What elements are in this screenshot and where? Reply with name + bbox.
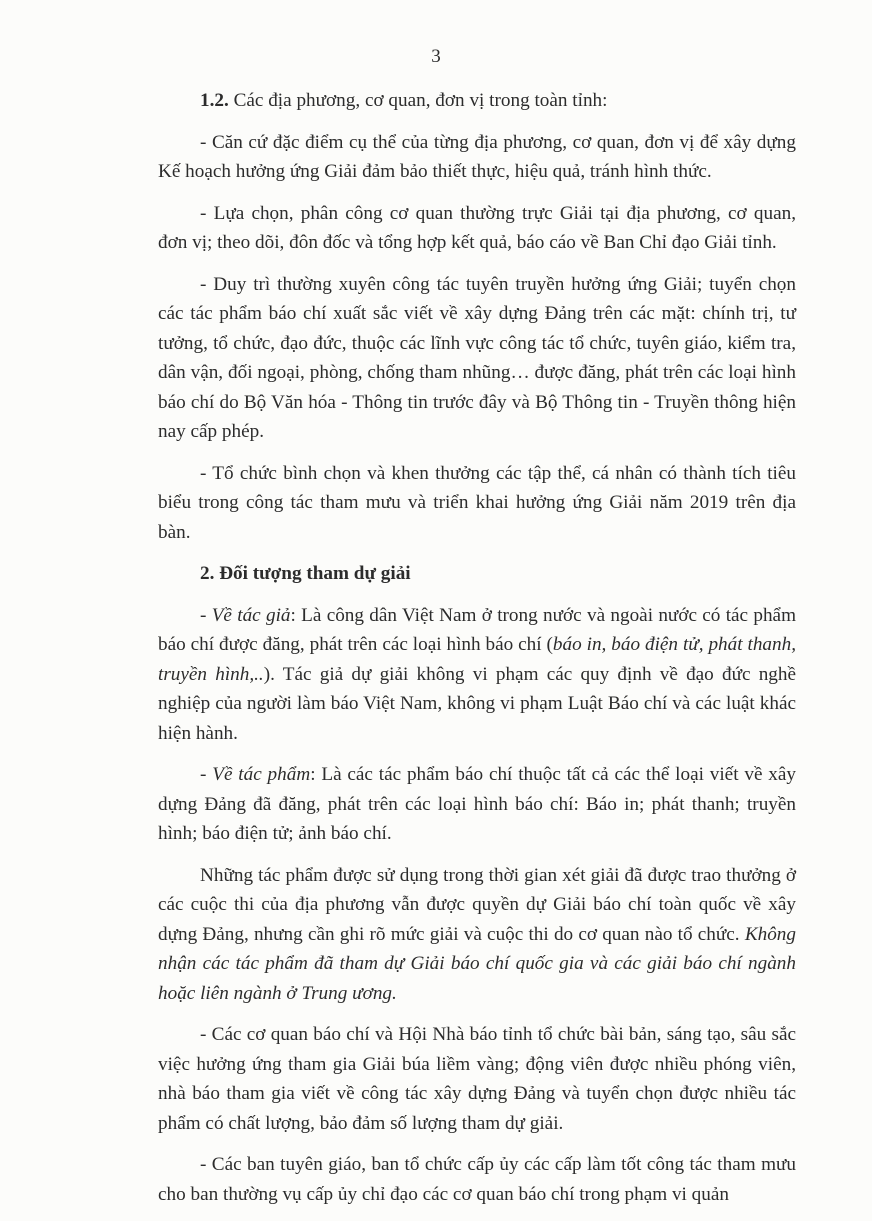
section-1-2-title: Các địa phương, cơ quan, đơn vị trong toàn tỉnh: [228,90,608,111]
section-1-2-heading [158,86,796,116]
note-italic: Không nhận các tác phẩm đã tham dự Giải báo chí quốc gia và các giải báo chí ngành hoặc liên ngành ở Trung ương. [158,923,796,1004]
section-2-item-2: - Các ban tuyên giáo, ban tổ chức cấp ủy các cấp làm tốt công tác tham mưu cho ban thường vụ cấp ủy chỉ đạo các cơ quan báo chí trong phạm vi quản [158,1154,796,1205]
author-media-list: báo in, báo điện tử, phát thanh, truyền hình,.. [158,634,797,685]
work-label: Về tác phẩm [212,764,311,785]
document-body [158,86,796,1221]
section-1-2-item-3: - Duy trì thường xuyên công tác tuyên truyền hưởng ứng Giải; tuyển chọn các tác phẩm báo chí xuất sắc viết về xây dựng Đảng trên các mặt: chính trị, tư tưởng, tổ chức, đạo đức, thuộc các lĩnh vực công tác tổ chức, tuyên giáo, kiểm tra, dân vận, đối ngoại, phòng, chống tham nhũng… được đăng, phát trên các loại hình báo chí do Bộ Văn hóa - Thông tin trước đây và Bộ Thông tin - Truyền thông hiện nay cấp phép. [158,273,796,442]
section-1-2-item-2: - Lựa chọn, phân công cơ quan thường trực Giải tại địa phương, cơ quan, đơn vị; theo dõi, đôn đốc và tổng hợp kết quả, báo cáo về Ban Chỉ đạo Giải tỉnh. [158,202,796,253]
work-prefix: - [200,764,213,785]
note-text: Những tác phẩm được sử dụng trong thời gian xét giải đã được trao thưởng ở các cuộc thi của địa phương vẫn được quyền dự Giải báo chí toàn quốc về xây dựng Đảng, nhưng cần ghi rõ mức giải và cuộc thi do cơ quan nào tổ chức. [158,864,796,945]
author-paragraph [158,601,796,749]
work-text: : Là các tác phẩm báo chí thuộc tất cả các thể loại viết về xây dựng Đảng đã đăng, phát trên các loại hình báo chí: Báo in; phát thanh; truyền hình; báo điện tử; ảnh báo chí. [158,764,796,844]
section-1-2-item-4: - Tổ chức bình chọn và khen thưởng các tập thể, cá nhân có thành tích tiêu biểu trong công tác tham mưu và triển khai hưởng ứng Giải năm 2019 trên địa bàn. [158,462,796,543]
work-paragraph [158,760,796,849]
author-label: Về tác giả [211,604,291,626]
page-number: 3 [431,46,441,67]
section-2-heading: 2. Đối tượng tham dự giải [200,563,411,584]
author-text-a: : Là công dân Việt Nam ở trong nước và ngoài nước có tác phẩm báo chí được đăng, phát trên các loại hình báo chí ( [158,604,797,655]
author-prefix: - [200,604,212,626]
author-text-b: ). Tác giả dự giải không vi phạm các quy định về đạo đức nghề nghiệp của người làm báo Việt Nam, không vi phạm Luật Báo chí và các luật khác hiện hành. [158,663,796,744]
section-1-2-number: 1.2. [200,90,229,111]
section-2-item-1: - Các cơ quan báo chí và Hội Nhà báo tỉnh tổ chức bài bản, sáng tạo, sâu sắc việc hưởng ứng tham gia Giải búa liềm vàng; động viên được nhiều phóng viên, nhà báo tham gia viết về công tác xây dựng Đảng và tuyển chọn được nhiều tác phẩm có chất lượng, bảo đảm số lượng tham dự giải. [158,1024,796,1134]
section-1-2-item-1: - Căn cứ đặc điểm cụ thể của từng địa phương, cơ quan, đơn vị để xây dựng Kế hoạch hưởng ứng Giải đảm bảo thiết thực, hiệu quả, tránh hình thức. [158,131,796,182]
note-paragraph [158,861,796,1009]
